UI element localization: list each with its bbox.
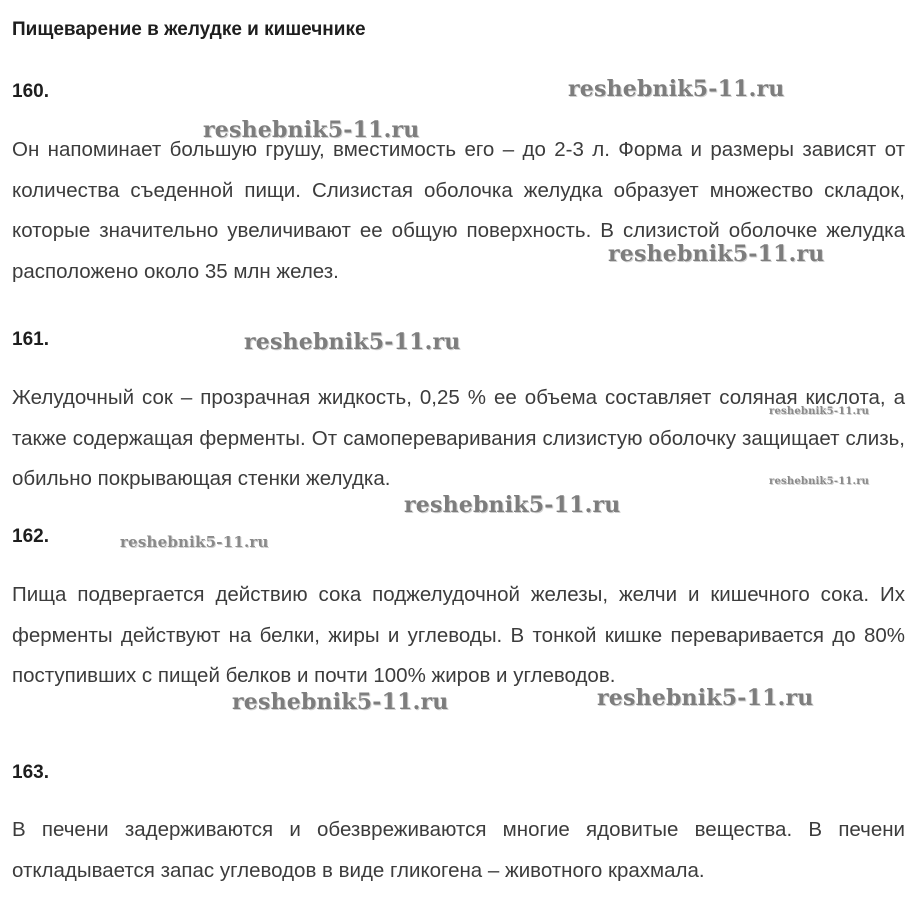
task-text-160: Он напоминает большую грушу, вместимость его – до 2-3 л. Форма и размеры зависят от количества съеденной пищи. Слизистая оболочка желудка образует множество складок, которые значительно увеличивают ее общую поверхность. В слизистой оболочке желудка расположено около 35 млн желез. [12,138,905,283]
page-title: Пищеварение в желудке и кишечнике [12,19,366,40]
watermark: reshebnik5-11.ru [120,533,269,551]
watermark: reshebnik5-11.ru [203,117,420,143]
watermark: reshebnik5-11.ru [769,406,870,417]
watermark: reshebnik5-11.ru [608,241,825,267]
task-number-161: 161. [12,329,49,350]
watermark: reshebnik5-11.ru [568,76,785,102]
watermark: reshebnik5-11.ru [769,476,870,487]
watermark: reshebnik5-11.ru [232,689,449,715]
watermark: reshebnik5-11.ru [244,329,461,355]
watermark: reshebnik5-11.ru [404,492,621,518]
task-number-160: 160. [12,81,49,102]
task-text-162: Пища подвергается действию сока поджелудочной железы, желчи и кишечного сока. Их ферменты действуют на белки, жиры и углеводы. В тонкой кишке переваривается до 80% поступивших с пищей белков и почти 100% жиров и углеводов. [12,583,905,687]
watermark: reshebnik5-11.ru [597,685,814,711]
task-text-163: В печени задерживаются и обезвреживаются многие ядовитые вещества. В печени откладывается запас углеводов в виде гликогена – животного крахмала. [12,818,905,882]
task-text-161: Желудочный сок – прозрачная жидкость, 0,25 % ее объема составляет соляная кислота, а также содержащая ферменты. От самопереваривания слизистую оболочку защищает слизь, обильно покрывающая стенки желудка. [12,386,905,490]
task-number-163: 163. [12,762,49,783]
task-number-162: 162. [12,526,49,547]
